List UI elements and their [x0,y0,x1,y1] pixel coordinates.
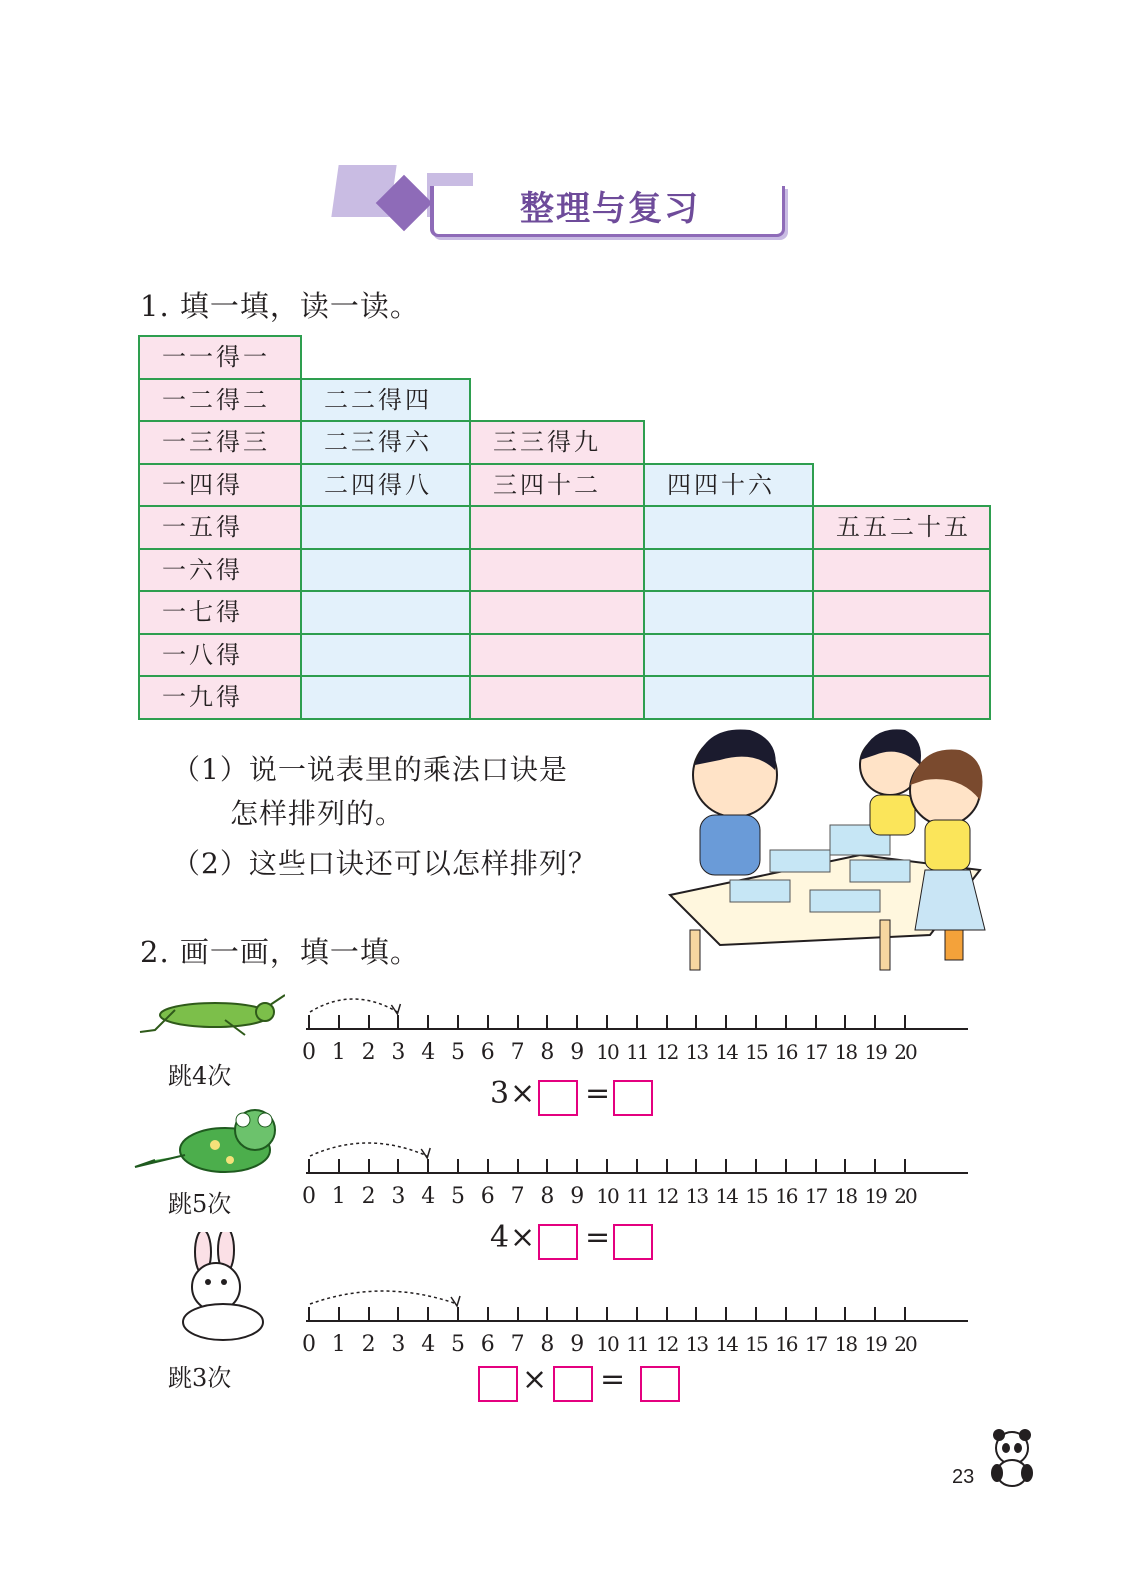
table-cell-blank[interactable] [469,633,645,678]
number-line-tick [695,1159,697,1173]
number-line-label: 2 [361,1184,376,1209]
table-cell: 一八得 [138,633,302,678]
number-line-tick [457,1015,459,1029]
number-line-tick [904,1307,906,1321]
number-line-label: 3 [391,1184,406,1209]
number-line-label: 20 [894,1184,916,1208]
eq2-equals: = [585,1220,611,1255]
answer-box[interactable] [613,1080,653,1116]
hop-arc [308,1134,437,1164]
number-line-tick [815,1015,817,1029]
number-line-label: 9 [570,1184,585,1209]
number-line-tick [606,1159,608,1173]
number-line-label: 15 [745,1332,767,1356]
number-line-label: 11 [626,1040,648,1064]
number-line-label: 10 [596,1184,618,1208]
table-cell: 三三得九 [469,420,645,465]
table-cell-blank[interactable] [469,505,645,550]
number-line-label: 7 [510,1332,525,1357]
answer-box[interactable] [640,1366,680,1402]
eq1-equals: = [585,1076,611,1111]
number-line-tick [844,1015,846,1029]
number-line-tick [874,1159,876,1173]
number-line-label: 10 [596,1040,618,1064]
number-line-tick [487,1159,489,1173]
table-cell-blank[interactable] [643,505,814,550]
number-line-label: 6 [480,1040,495,1065]
number-line-label: 9 [570,1040,585,1065]
number-line-tick [487,1015,489,1029]
number-line-tick [636,1159,638,1173]
table-cell: 一二得二 [138,378,302,423]
number-line-tick [576,1159,578,1173]
number-line-label: 11 [626,1332,648,1356]
table-cell-blank[interactable] [469,590,645,635]
number-line-label: 17 [804,1040,827,1064]
number-line-tick [785,1159,787,1173]
number-line-tick [606,1307,608,1321]
number-line-label: 11 [626,1184,648,1208]
number-line-label: 20 [894,1332,916,1356]
number-line-label: 7 [510,1184,525,1209]
number-line-tick [844,1307,846,1321]
number-line-label: 13 [685,1184,708,1208]
number-line-tick [904,1159,906,1173]
number-line-tick [427,1015,429,1029]
number-line-label: 3 [391,1040,406,1065]
number-line-tick [785,1015,787,1029]
number-line-tick [874,1307,876,1321]
table-cell: 二三得六 [300,420,471,465]
table-cell: 一九得 [138,675,302,720]
number-line-tick [785,1307,787,1321]
number-line-label: 17 [804,1184,827,1208]
number-line-label: 2 [361,1332,376,1357]
number-line-label: 8 [540,1040,555,1065]
page-number: 23 [952,1466,975,1488]
number-line-tick [725,1307,727,1321]
number-line-tick [666,1015,668,1029]
number-line-label: 12 [655,1040,678,1064]
rabbit-icon [148,1232,278,1352]
number-line-label: 0 [302,1332,316,1357]
number-line-label: 13 [685,1040,708,1064]
number-line-tick [755,1307,757,1321]
number-line-tick [636,1307,638,1321]
table-cell-blank[interactable] [643,590,814,635]
number-line-label: 16 [775,1332,797,1356]
number-line-label: 4 [421,1040,436,1065]
table-cell: 一一得一 [138,335,302,380]
number-line-label: 16 [775,1184,797,1208]
number-line-tick [844,1159,846,1173]
eq3-times: × [522,1362,548,1397]
table-cell: 二四得八 [300,463,471,508]
table-cell-blank[interactable] [300,675,471,720]
table-cell-blank[interactable] [300,505,471,550]
frog-icon [125,1105,300,1180]
table-cell-blank[interactable] [812,633,991,678]
hop-arc [308,990,407,1020]
page-title: 整理与复习 [520,189,700,229]
number-line-label: 18 [834,1184,857,1208]
table-cell: 一五得 [138,505,302,550]
number-line-label: 2 [361,1040,376,1065]
number-line-label: 4 [421,1332,436,1357]
number-line-label: 8 [540,1332,555,1357]
number-line-label: 5 [451,1040,465,1065]
number-line-label: 19 [864,1332,886,1356]
number-line-tick [725,1159,727,1173]
panda-icon [985,1428,1040,1488]
table-cell-blank[interactable] [300,590,471,635]
table-cell: 一六得 [138,548,302,593]
number-line-label: 12 [655,1184,678,1208]
number-line-tick [666,1159,668,1173]
number-line-label: 6 [480,1332,495,1357]
row-2-caption: 跳5次 [168,1190,232,1218]
number-line-label: 0 [302,1040,316,1065]
number-line-tick [666,1307,668,1321]
number-line-label: 10 [596,1332,618,1356]
number-line-label: 17 [804,1332,827,1356]
number-line-tick [755,1015,757,1029]
number-line-tick [755,1159,757,1173]
eq2-times: × [510,1220,536,1255]
answer-box[interactable] [478,1366,518,1402]
row-1-caption: 跳4次 [168,1062,232,1090]
number-line-label: 7 [510,1040,525,1065]
section-2-title: 2. 画一画，填一填。 [140,935,420,969]
table-cell: 四四十六 [643,463,814,508]
number-line-label: 19 [864,1040,886,1064]
number-line-label: 5 [451,1184,465,1209]
table-cell-blank[interactable] [643,675,814,720]
number-line-tick [695,1307,697,1321]
number-line-tick [695,1015,697,1029]
number-line-label: 15 [745,1040,767,1064]
number-line-label: 6 [480,1184,495,1209]
number-line-tick [487,1307,489,1321]
number-line-label: 14 [715,1332,737,1356]
table-cell: 二二得四 [300,378,471,423]
table-cell-blank[interactable] [469,675,645,720]
question-1-cont: 怎样排列的。 [230,797,405,830]
number-line-label: 14 [715,1184,737,1208]
number-line-label: 12 [655,1332,678,1356]
question-1: （1）说一说表里的乘法口诀是 [172,753,568,786]
number-line-tick [546,1307,548,1321]
number-line-label: 20 [894,1040,916,1064]
number-line-tick [725,1015,727,1029]
table-cell: 一四得 [138,463,302,508]
answer-box[interactable] [538,1080,578,1116]
number-line-tick [457,1159,459,1173]
number-line-tick [517,1015,519,1029]
number-line-tick [546,1159,548,1173]
number-line-label: 18 [834,1332,857,1356]
number-line-tick [576,1307,578,1321]
number-line-tick [576,1015,578,1029]
number-line-tick [874,1015,876,1029]
answer-box[interactable] [553,1366,593,1402]
table-cell-blank[interactable] [300,633,471,678]
number-line-tick [904,1015,906,1029]
children-illustration [660,720,1000,980]
row-3-caption: 跳3次 [168,1364,232,1392]
number-line-tick [636,1015,638,1029]
number-line-label: 15 [745,1184,767,1208]
eq1-times: × [510,1076,536,1111]
table-cell-blank[interactable] [812,548,991,593]
table-cell-blank[interactable] [469,548,645,593]
number-line-tick [546,1015,548,1029]
table-cell-blank[interactable] [812,675,991,720]
number-line-label: 1 [331,1040,346,1065]
number-line-tick [517,1159,519,1173]
number-line-tick [606,1015,608,1029]
number-line-label: 19 [864,1184,886,1208]
number-line-tick [815,1159,817,1173]
table-cell: 三四十二 [469,463,645,508]
table-cell-blank[interactable] [812,590,991,635]
number-line-label: 16 [775,1040,797,1064]
table-cell: 一七得 [138,590,302,635]
grasshopper-icon [135,990,285,1040]
eq3-equals: = [600,1362,626,1397]
table-cell-blank[interactable] [643,548,814,593]
number-line-label: 14 [715,1040,737,1064]
number-line-tick [517,1307,519,1321]
number-line-tick [815,1307,817,1321]
table-cell-blank[interactable] [643,633,814,678]
eq1-factor: 3 [490,1076,510,1111]
number-line-label: 1 [331,1184,346,1209]
answer-box[interactable] [538,1224,578,1260]
number-line-label: 9 [570,1332,585,1357]
question-2: （2）这些口诀还可以怎样排列？ [172,847,597,880]
number-line-label: 5 [451,1332,465,1357]
number-line-label: 4 [421,1184,436,1209]
number-line-label: 18 [834,1040,857,1064]
hop-arc [308,1282,467,1312]
table-cell: 五五二十五 [812,505,991,550]
section-1-title: 1. 填一填，读一读。 [140,289,420,323]
table-cell-blank[interactable] [300,548,471,593]
number-line-label: 3 [391,1332,406,1357]
number-line-label: 1 [331,1332,346,1357]
eq2-factor: 4 [490,1220,510,1255]
number-line-label: 0 [302,1184,316,1209]
number-line-label: 13 [685,1332,708,1356]
number-line-label: 8 [540,1184,555,1209]
table-cell: 一三得三 [138,420,302,465]
answer-box[interactable] [613,1224,653,1260]
